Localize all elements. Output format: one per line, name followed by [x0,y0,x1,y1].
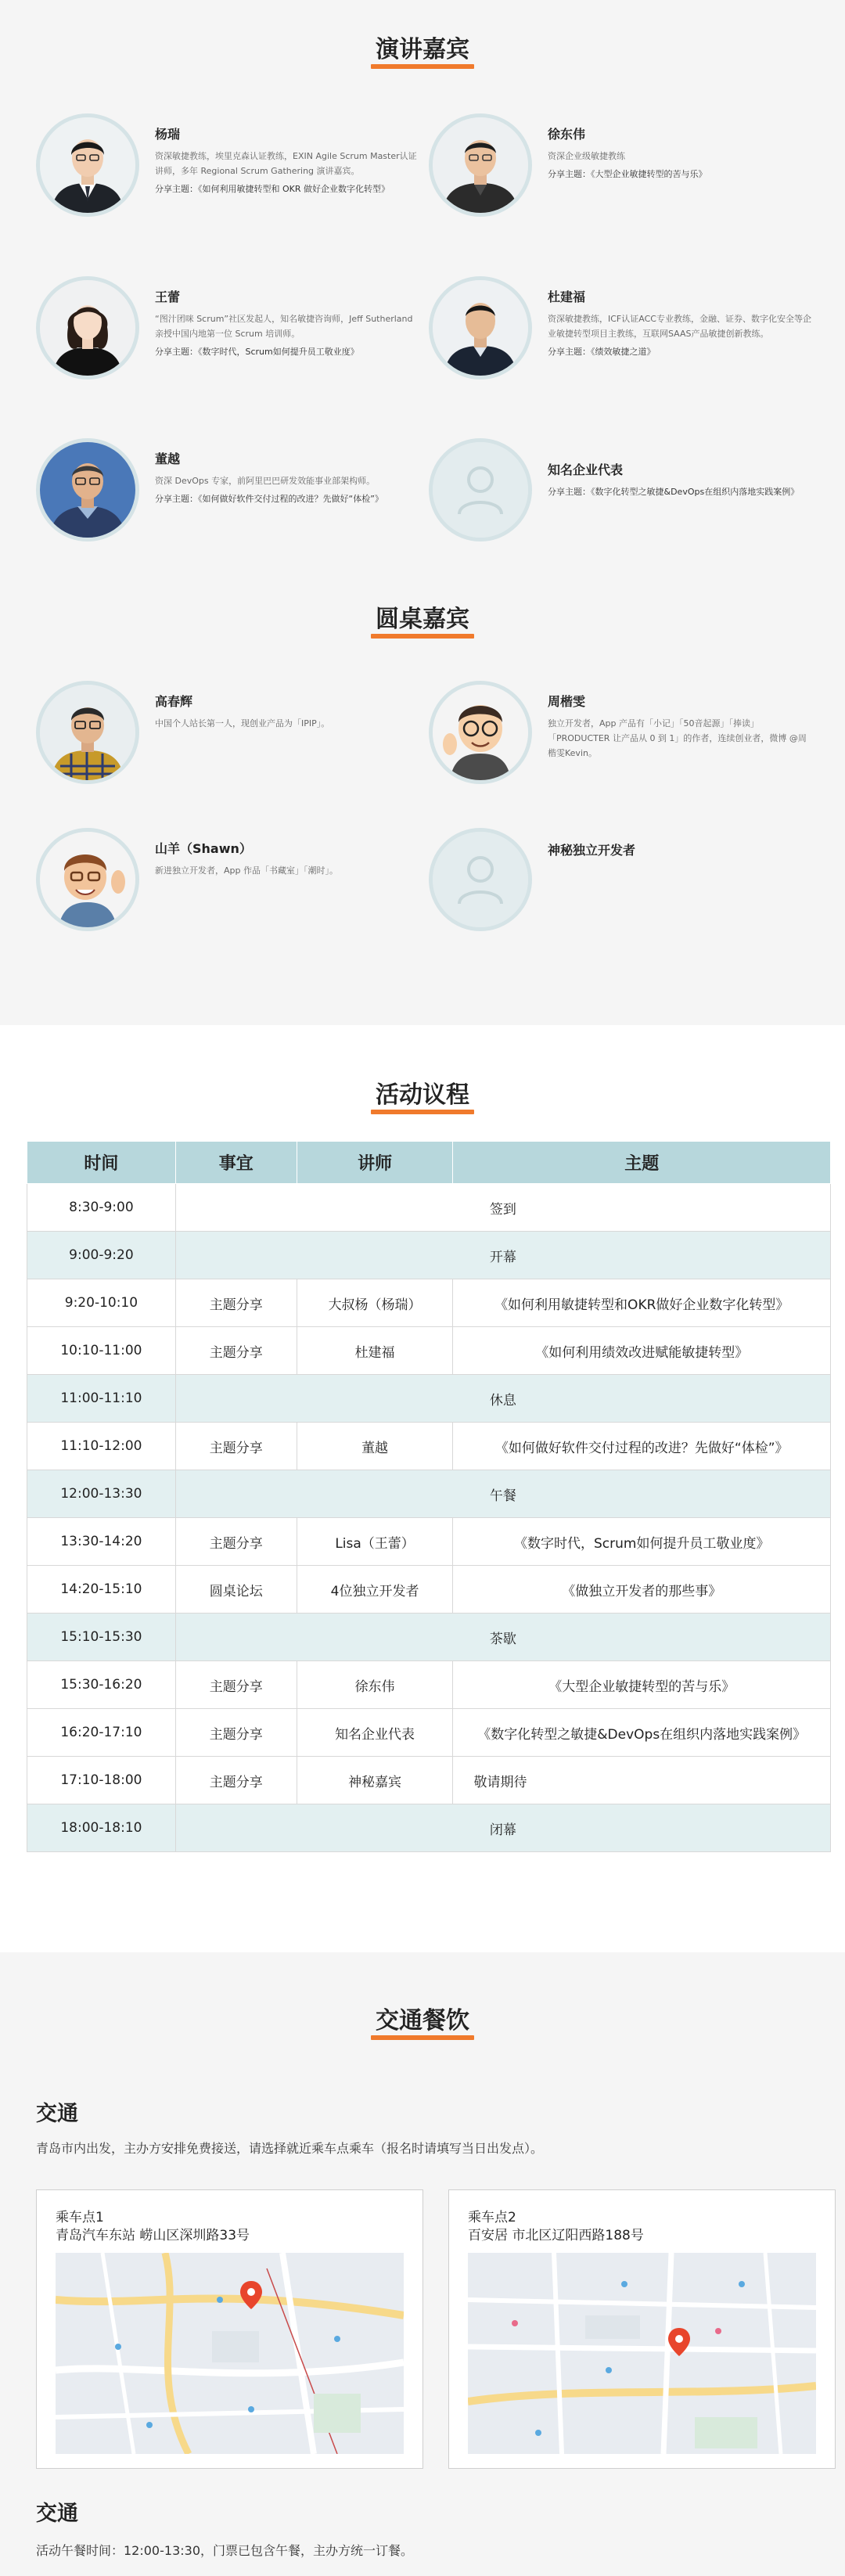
pickup-point-name: 乘车点1 [56,2210,104,2225]
speaker-card [36,276,427,394]
guest-avatar [429,828,532,931]
agenda-header-row [27,1142,831,1184]
person-photo-icon [40,442,135,538]
guest-desc: 独立开发者，App 产品有「小记」「50音起源」「捧读」「PRODUCTER 让产品从 0 到 1」的作者，连续创业者，微博 @周楷雯Kevin。 [548,718,807,758]
pickup-point-address: 百安居 市北区辽阳西路188号 [468,2228,644,2243]
table-row: 9:20-10:10 主题分享 大叔杨（杨瑞） 《如何利用敏捷转型和OKR做好企业数字化转型》 [27,1279,831,1327]
speaker-avatar [429,113,532,217]
guest-card [36,681,427,798]
speaker-card [429,113,820,231]
table-row: 9:00-9:20 开幕 [27,1232,831,1279]
guest-card [429,681,820,798]
speaker-avatar [429,438,532,541]
guest-name: 神秘独立开发者 [548,843,636,858]
speaker-avatar [36,438,139,541]
agenda-table [27,1141,831,1852]
speakers-title: 演讲嘉宾 [0,30,845,66]
table-row: 18:00-18:10 闭幕 [27,1804,831,1852]
pickup-point-address: 青岛汽车东站 崂山区深圳路33号 [56,2228,250,2243]
traffic-title: 交通餐饮 [0,2001,845,2037]
person-photo-icon [433,280,528,376]
speaker-card [429,276,820,394]
speaker-topic: 分享主题：《数字时代，Scrum如何提升员工敬业度》 [155,347,359,357]
user-placeholder-icon [433,832,528,927]
speaker-desc: 资深敏捷教练，ICF认证ACC专业教练，金融、证券、数字化安全等企业敏捷转型项目主教练，互联网SAAS产品敏捷创新教练。 [548,314,811,339]
speaker-topic: 分享主题：《数字化转型之敏捷&DevOps在组织内落地实践案例》 [548,487,800,497]
guest-name: 周楷雯 [548,694,586,709]
speaker-name: 杜建福 [548,290,586,304]
transport-heading: 交通 [36,2102,78,2126]
table-row: 15:30-16:20 主题分享 徐东伟 《大型企业敏捷转型的苦与乐》 [27,1661,831,1709]
speaker-card [429,438,820,556]
table-row: 12:00-13:30 午餐 [27,1470,831,1518]
table-row: 10:10-11:00 主题分享 杜建福 《如何利用绩效改进赋能敏捷转型》 [27,1327,831,1375]
speaker-topic: 分享主题：《绩效敏捷之道》 [548,347,656,357]
guest-desc: 中国个人站长第一人，现创业产品为「IPIP」。 [155,718,330,729]
roundtable-title: 圆桌嘉宾 [0,599,845,635]
guest-desc: 新进独立开发者，App 作品「书藏室」「潮时」。 [155,865,338,876]
person-photo-icon [40,685,135,780]
guest-card [36,828,427,945]
table-row: 15:10-15:30 茶歇 [27,1614,831,1661]
header-time: 时间 [27,1142,176,1184]
speaker-name: 徐东伟 [548,127,586,142]
header-topic: 主题 [453,1142,831,1184]
pickup-map[interactable] [468,2253,816,2454]
guest-avatar [36,828,139,931]
speaker-name: 知名企业代表 [548,462,624,477]
header-item: 事宜 [175,1142,297,1184]
memoji-avatar-icon [433,685,528,780]
table-row: 14:20-15:10 圆桌论坛 4位独立开发者 《做独立开发者的那些事》 [27,1566,831,1614]
guest-name: 山羊（Shawn） [155,841,252,856]
pickup-point-name: 乘车点2 [468,2210,516,2225]
transport-text: 青岛市内出发，主办方安排免费接送，请选择就近乘车点乘车（报名时请填写当日出发点）。 [36,2141,544,2156]
meal-text: 活动午餐时间：12:00-13:30，门票已包含午餐，主办方统一订餐。 [36,2543,413,2558]
table-row: 11:00-11:10 休息 [27,1375,831,1423]
memoji-avatar-icon [40,832,135,927]
meal-heading: 交通 [36,2502,78,2526]
table-row: 13:30-14:20 主题分享 Lisa（王蕾） 《数字时代，Scrum如何提升员工敬业度》 [27,1518,831,1566]
speaker-avatar [429,276,532,380]
guest-name: 高春辉 [155,694,193,709]
speaker-avatar [36,113,139,217]
speaker-name: 董越 [155,452,181,466]
person-photo-icon [40,117,135,213]
table-row: 11:10-12:00 主题分享 董越 《如何做好软件交付过程的改进？先做好“体检”》 [27,1423,831,1470]
speaker-desc: 资深敏捷教练，埃里克森认证教练，EXIN Agile Scrum Master认证讲师，多年 Regional Scrum Gathering 演讲嘉宾。 [155,151,417,176]
person-photo-icon [433,117,528,213]
table-row: 8:30-9:00 签到 [27,1184,831,1232]
speaker-card [36,438,427,556]
speaker-topic: 分享主题：《如何做好软件交付过程的改进？先做好“体检”》 [155,494,383,504]
pickup-point-card [36,2189,423,2469]
guest-avatar [36,681,139,784]
agenda-title: 活动议程 [0,1075,845,1111]
guest-card [429,828,820,945]
table-row: 16:20-17:10 主题分享 知名企业代表 《数字化转型之敏捷&DevOps在组织内落地实践案例》 [27,1709,831,1757]
speaker-desc: 资深企业级敏捷教练 [548,151,625,161]
speaker-topic: 分享主题：《大型企业敏捷转型的苦与乐》 [548,169,707,179]
table-row: 17:10-18:00 主题分享 神秘嘉宾 敬请期待 [27,1757,831,1804]
speaker-desc: 资深 DevOps 专家，前阿里巴巴研发效能事业部架构师。 [155,476,376,486]
pickup-map[interactable] [56,2253,404,2454]
speaker-name: 杨瑞 [155,127,181,142]
header-speaker: 讲师 [297,1142,453,1184]
speaker-topic: 分享主题：《如何利用敏捷转型和 OKR 做好企业数字化转型》 [155,184,390,194]
user-placeholder-icon [433,442,528,538]
speaker-avatar [36,276,139,380]
speakers-section [0,0,845,1025]
map-icon [468,2253,816,2454]
pickup-point-card [448,2189,836,2469]
person-photo-icon [40,280,135,376]
speaker-desc: “图汁团咪 Scrum”社区发起人，知名敏捷咨询师，Jeff Sutherland 亲授中国内地第一位 Scrum 培训师。 [155,314,413,339]
speaker-name: 王蕾 [155,290,181,304]
map-icon [56,2253,404,2454]
speaker-card [36,113,427,231]
guest-avatar [429,681,532,784]
agenda-section [0,1025,845,1952]
